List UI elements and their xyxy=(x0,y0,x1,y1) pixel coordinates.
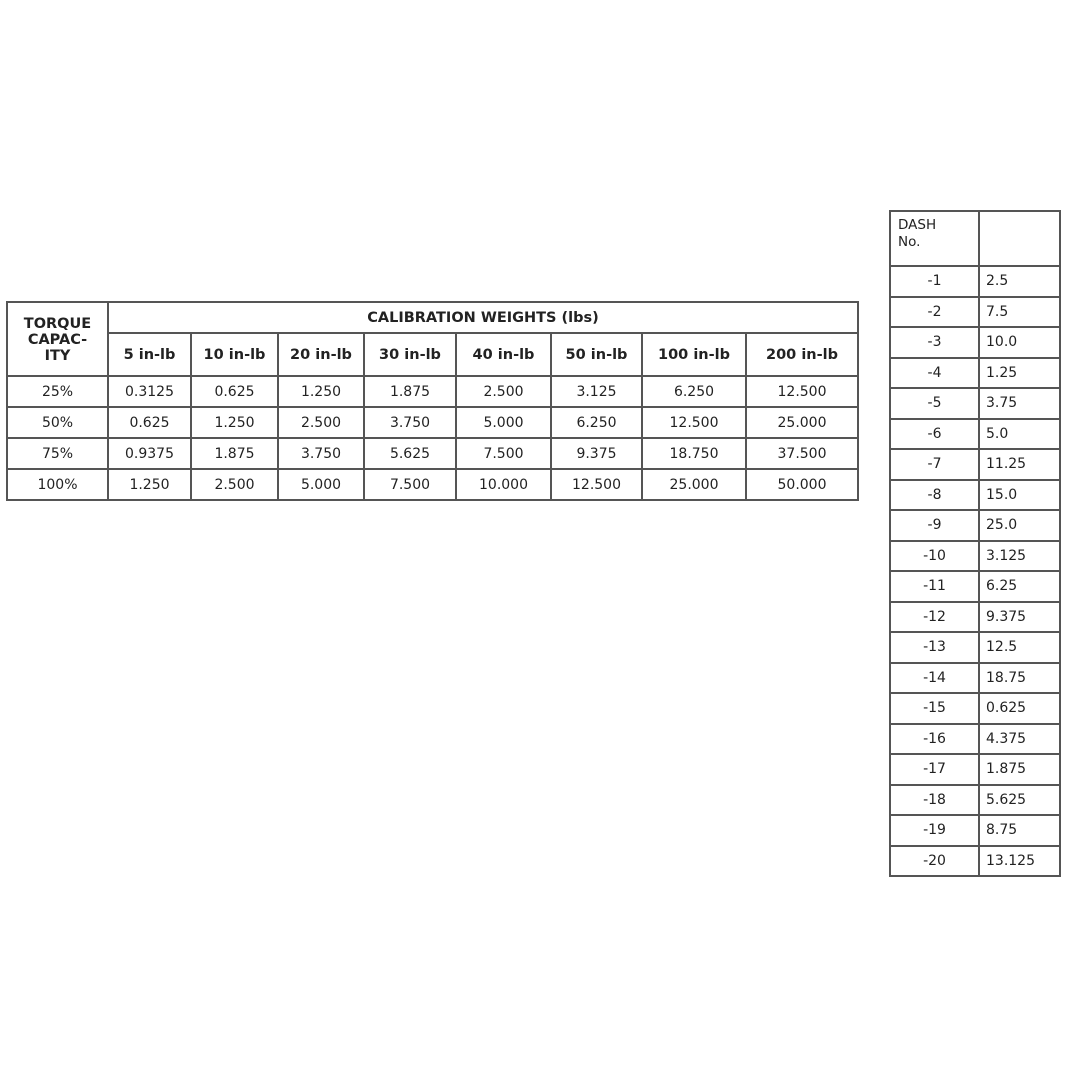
dash-value-cell: 6.25 xyxy=(979,571,1060,602)
column-header: 50 in-lb xyxy=(551,333,642,376)
dash-header-row xyxy=(890,211,1060,266)
weight-cell: 10.000 xyxy=(456,469,551,500)
dash-value-cell: 7.5 xyxy=(979,297,1060,328)
weight-cell: 1.875 xyxy=(191,438,278,469)
dash-value-cell: 13.125 xyxy=(979,846,1060,877)
dash-number-cell: -17 xyxy=(890,754,979,785)
weight-cell: 2.500 xyxy=(278,407,364,438)
column-header: 10 in-lb xyxy=(191,333,278,376)
weight-cell: 12.500 xyxy=(642,407,746,438)
dash-row xyxy=(890,571,1060,602)
dash-value-cell: 18.75 xyxy=(979,663,1060,694)
dash-number-cell: -2 xyxy=(890,297,979,328)
dash-row xyxy=(890,266,1060,297)
weight-cell: 0.9375 xyxy=(108,438,191,469)
calibration-weights-header: CALIBRATION WEIGHTS (lbs) xyxy=(108,302,858,333)
dash-value-cell: 8.75 xyxy=(979,815,1060,846)
dash-number-cell: -1 xyxy=(890,266,979,297)
weight-cell: 50.000 xyxy=(746,469,858,500)
dash-value-cell: 10.0 xyxy=(979,327,1060,358)
dash-value-cell: 2.5 xyxy=(979,266,1060,297)
weight-cell: 1.250 xyxy=(278,376,364,407)
dash-row xyxy=(890,693,1060,724)
weight-cell: 9.375 xyxy=(551,438,642,469)
dash-number-cell: -13 xyxy=(890,632,979,663)
table-row xyxy=(7,407,858,438)
torque-header-line: TORQUE xyxy=(23,316,92,332)
weight-cell: 2.500 xyxy=(191,469,278,500)
column-header: 200 in-lb xyxy=(746,333,858,376)
dash-value-header xyxy=(979,211,1060,266)
dash-row xyxy=(890,724,1060,755)
dash-row xyxy=(890,480,1060,511)
dash-no-header xyxy=(890,211,979,266)
calibration-weights-table xyxy=(6,301,859,501)
weight-cell: 25.000 xyxy=(642,469,746,500)
torque-capacity-header xyxy=(7,302,108,376)
weight-cell: 0.625 xyxy=(191,376,278,407)
dash-number-cell: -3 xyxy=(890,327,979,358)
dash-row xyxy=(890,541,1060,572)
header-row xyxy=(7,302,858,333)
dash-value-cell: 5.625 xyxy=(979,785,1060,816)
dash-row xyxy=(890,846,1060,877)
dash-value-cell: 4.375 xyxy=(979,724,1060,755)
dash-row xyxy=(890,785,1060,816)
dash-number-cell: -6 xyxy=(890,419,979,450)
weight-cell: 3.125 xyxy=(551,376,642,407)
dash-row xyxy=(890,632,1060,663)
weight-cell: 6.250 xyxy=(551,407,642,438)
dash-number-cell: -11 xyxy=(890,571,979,602)
weight-cell: 0.3125 xyxy=(108,376,191,407)
dash-value-cell: 5.0 xyxy=(979,419,1060,450)
dash-row xyxy=(890,510,1060,541)
dash-number-cell: -12 xyxy=(890,602,979,633)
column-header-row xyxy=(7,333,858,376)
column-header: 30 in-lb xyxy=(364,333,456,376)
dash-header-line: DASH xyxy=(898,217,937,233)
dash-value-cell: 15.0 xyxy=(979,480,1060,511)
weight-cell: 0.625 xyxy=(108,407,191,438)
table-row xyxy=(7,438,858,469)
dash-value-cell: 1.875 xyxy=(979,754,1060,785)
dash-number-cell: -10 xyxy=(890,541,979,572)
column-header: 100 in-lb xyxy=(642,333,746,376)
dash-number-cell: -4 xyxy=(890,358,979,389)
weight-cell: 25.000 xyxy=(746,407,858,438)
capacity-cell: 100% xyxy=(7,469,108,500)
dash-row xyxy=(890,327,1060,358)
weight-cell: 3.750 xyxy=(364,407,456,438)
weight-cell: 1.250 xyxy=(108,469,191,500)
weight-cell: 5.000 xyxy=(456,407,551,438)
weight-cell: 1.250 xyxy=(191,407,278,438)
weight-cell: 12.500 xyxy=(551,469,642,500)
dash-value-cell: 12.5 xyxy=(979,632,1060,663)
dash-row xyxy=(890,602,1060,633)
dash-row xyxy=(890,388,1060,419)
dash-row xyxy=(890,663,1060,694)
dash-number-cell: -15 xyxy=(890,693,979,724)
dash-number-cell: -18 xyxy=(890,785,979,816)
dash-value-cell: 3.75 xyxy=(979,388,1060,419)
dash-row xyxy=(890,297,1060,328)
dash-value-cell: 11.25 xyxy=(979,449,1060,480)
dash-value-cell: 25.0 xyxy=(979,510,1060,541)
capacity-cell: 50% xyxy=(7,407,108,438)
dash-row xyxy=(890,754,1060,785)
column-header: 5 in-lb xyxy=(108,333,191,376)
weight-cell: 5.000 xyxy=(278,469,364,500)
weight-cell: 18.750 xyxy=(642,438,746,469)
table-row xyxy=(7,469,858,500)
dash-number-cell: -7 xyxy=(890,449,979,480)
dash-row xyxy=(890,815,1060,846)
column-header: 40 in-lb xyxy=(456,333,551,376)
weight-cell: 5.625 xyxy=(364,438,456,469)
dash-number-cell: -16 xyxy=(890,724,979,755)
dash-number-cell: -8 xyxy=(890,480,979,511)
weight-cell: 12.500 xyxy=(746,376,858,407)
weight-cell: 1.875 xyxy=(364,376,456,407)
dash-number-table xyxy=(889,210,1061,877)
dash-value-cell: 0.625 xyxy=(979,693,1060,724)
dash-number-cell: -5 xyxy=(890,388,979,419)
dash-value-cell: 3.125 xyxy=(979,541,1060,572)
dash-number-cell: -20 xyxy=(890,846,979,877)
dash-header-line: No. xyxy=(898,234,921,250)
dash-value-cell: 1.25 xyxy=(979,358,1060,389)
weight-cell: 7.500 xyxy=(456,438,551,469)
dash-value-cell: 9.375 xyxy=(979,602,1060,633)
torque-header-line: ITY xyxy=(44,348,71,364)
capacity-cell: 75% xyxy=(7,438,108,469)
capacity-cell: 25% xyxy=(7,376,108,407)
weight-cell: 3.750 xyxy=(278,438,364,469)
dash-row xyxy=(890,449,1060,480)
column-header: 20 in-lb xyxy=(278,333,364,376)
weight-cell: 7.500 xyxy=(364,469,456,500)
dash-row xyxy=(890,358,1060,389)
weight-cell: 6.250 xyxy=(642,376,746,407)
torque-header-line: CAPAC- xyxy=(27,332,88,348)
dash-number-cell: -19 xyxy=(890,815,979,846)
dash-number-cell: -9 xyxy=(890,510,979,541)
dash-number-cell: -14 xyxy=(890,663,979,694)
dash-row xyxy=(890,419,1060,450)
weight-cell: 2.500 xyxy=(456,376,551,407)
weight-cell: 37.500 xyxy=(746,438,858,469)
table-row xyxy=(7,376,858,407)
